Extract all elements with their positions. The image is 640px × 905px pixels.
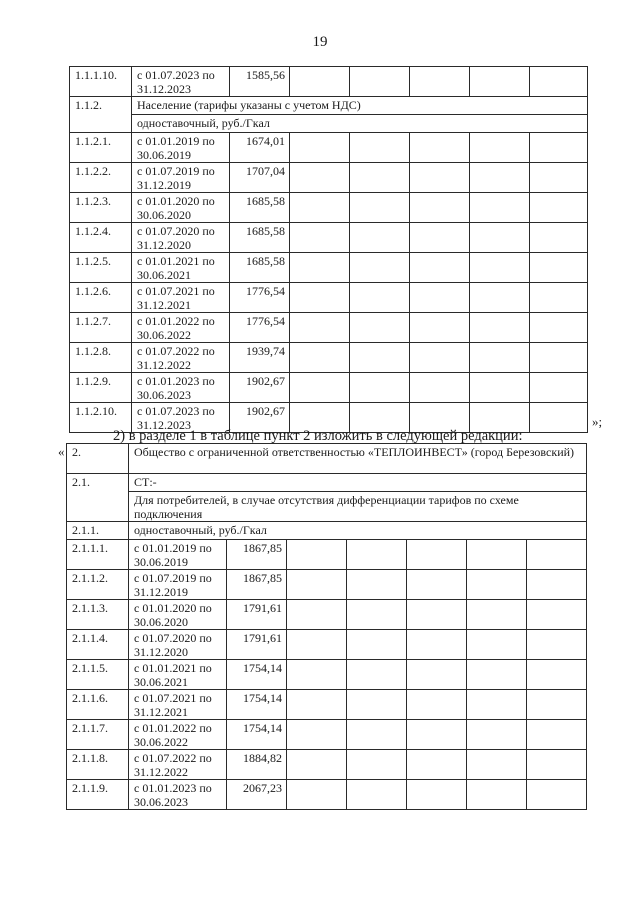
empty-cell <box>290 313 350 343</box>
empty-cell <box>410 343 470 373</box>
empty-cell <box>470 163 530 193</box>
row-code: 1.1.2.4. <box>70 223 132 253</box>
st-row <box>67 474 587 492</box>
row-code: 2.1.1.2. <box>67 570 129 600</box>
row-tariff-value: 1791,61 <box>227 600 287 630</box>
table-row <box>70 163 588 193</box>
empty-cell <box>410 283 470 313</box>
row-code: 1.1.2.5. <box>70 253 132 283</box>
row-tariff-value: 1902,67 <box>230 403 290 433</box>
table-row <box>70 133 588 163</box>
row-tariff-value: 1685,58 <box>230 253 290 283</box>
table-row <box>67 600 587 630</box>
sub-header-row <box>67 522 587 540</box>
empty-cell <box>410 223 470 253</box>
row-tariff-value: 1685,58 <box>230 223 290 253</box>
row-code: 1.1.2.1. <box>70 133 132 163</box>
empty-cell <box>407 720 467 750</box>
empty-cell <box>470 373 530 403</box>
tariff-table-teploinvest <box>66 443 587 810</box>
table-row <box>70 283 588 313</box>
empty-cell <box>470 253 530 283</box>
group-header-row <box>70 97 588 115</box>
empty-cell <box>467 540 527 570</box>
row-tariff-value: 1791,61 <box>227 630 287 660</box>
empty-cell <box>527 720 587 750</box>
empty-cell <box>287 540 347 570</box>
empty-cell <box>527 750 587 780</box>
row-code: 2.1.1.1. <box>67 540 129 570</box>
empty-cell <box>470 343 530 373</box>
org-code: 2. <box>67 444 129 474</box>
row-code: 2.1.1.4. <box>67 630 129 660</box>
empty-cell <box>350 283 410 313</box>
empty-cell <box>347 690 407 720</box>
empty-cell <box>467 630 527 660</box>
empty-cell <box>530 67 588 97</box>
row-code: 2.1.1.9. <box>67 780 129 810</box>
empty-cell <box>410 373 470 403</box>
row-tariff-value: 1884,82 <box>227 750 287 780</box>
empty-cell <box>410 163 470 193</box>
row-period: с 01.01.2020 по 30.06.2020 <box>129 600 227 630</box>
table-row <box>70 343 588 373</box>
empty-cell <box>470 223 530 253</box>
empty-cell <box>287 600 347 630</box>
group-subheader-row <box>70 115 588 133</box>
row-tariff-value: 1867,85 <box>227 570 287 600</box>
table-row <box>67 780 587 810</box>
sub-label: одноставочный, руб./Гкал <box>129 522 587 540</box>
empty-cell <box>287 720 347 750</box>
empty-cell <box>287 570 347 600</box>
row-tariff-value: 1939,74 <box>230 343 290 373</box>
empty-cell <box>527 570 587 600</box>
empty-cell <box>527 690 587 720</box>
empty-cell <box>527 780 587 810</box>
table-row <box>67 570 587 600</box>
row-period: с 01.07.2019 по 31.12.2019 <box>132 163 230 193</box>
row-code: 2.1.1.8. <box>67 750 129 780</box>
row-period: с 01.01.2022 по 30.06.2022 <box>132 313 230 343</box>
table-row <box>67 690 587 720</box>
empty-cell <box>410 133 470 163</box>
row-code: 2.1.1.7. <box>67 720 129 750</box>
empty-cell <box>410 193 470 223</box>
table-row <box>70 67 588 97</box>
empty-cell <box>290 133 350 163</box>
empty-cell <box>467 660 527 690</box>
group-subtitle: одноставочный, руб./Гкал <box>132 115 588 133</box>
table-row <box>70 253 588 283</box>
empty-cell <box>467 720 527 750</box>
row-period: с 01.07.2023 по 31.12.2023 <box>132 403 230 433</box>
row-code: 2.1.1.3. <box>67 600 129 630</box>
empty-cell <box>467 780 527 810</box>
section-heading: 2) в разделе 1 в таблице пункт 2 изложить в следующей редакции: <box>113 428 523 444</box>
empty-cell <box>407 630 467 660</box>
empty-cell <box>407 540 467 570</box>
table-row <box>67 720 587 750</box>
empty-cell <box>530 373 588 403</box>
empty-cell <box>407 780 467 810</box>
row-period: с 01.01.2021 по 30.06.2021 <box>132 253 230 283</box>
empty-cell <box>407 570 467 600</box>
empty-cell <box>530 283 588 313</box>
empty-cell <box>407 660 467 690</box>
empty-cell <box>347 570 407 600</box>
row-code: 1.1.2.2. <box>70 163 132 193</box>
empty-cell <box>287 780 347 810</box>
row-period: с 01.07.2023 по 31.12.2023 <box>132 67 230 97</box>
row-tariff-value: 1902,67 <box>230 373 290 403</box>
empty-cell <box>290 163 350 193</box>
st-code: 2.1. <box>67 474 129 522</box>
row-period: с 01.01.2019 по 30.06.2019 <box>132 133 230 163</box>
empty-cell <box>467 750 527 780</box>
opening-quote-mark: « <box>58 444 65 459</box>
row-code: 1.1.2.6. <box>70 283 132 313</box>
row-period: с 01.01.2019 по 30.06.2019 <box>129 540 227 570</box>
row-period: с 01.07.2021 по 31.12.2021 <box>132 283 230 313</box>
empty-cell <box>290 67 350 97</box>
empty-cell <box>350 67 410 97</box>
empty-cell <box>410 67 470 97</box>
empty-cell <box>527 540 587 570</box>
empty-cell <box>287 750 347 780</box>
table-row <box>67 540 587 570</box>
consumers-note-row <box>67 492 587 522</box>
row-period: с 01.07.2019 по 31.12.2019 <box>129 570 227 600</box>
empty-cell <box>470 193 530 223</box>
empty-cell <box>350 373 410 403</box>
empty-cell <box>350 343 410 373</box>
group-code: 1.1.2. <box>70 97 132 133</box>
row-period: с 01.01.2021 по 30.06.2021 <box>129 660 227 690</box>
empty-cell <box>287 690 347 720</box>
empty-cell <box>410 313 470 343</box>
empty-cell <box>407 690 467 720</box>
row-code: 2.1.1.5. <box>67 660 129 690</box>
empty-cell <box>347 660 407 690</box>
empty-cell <box>290 193 350 223</box>
empty-cell <box>470 133 530 163</box>
row-period: с 01.01.2023 по 30.06.2023 <box>129 780 227 810</box>
row-code: 1.1.2.3. <box>70 193 132 223</box>
row-code: 1.1.1.10. <box>70 67 132 97</box>
empty-cell <box>530 193 588 223</box>
row-tariff-value: 1585,56 <box>230 67 290 97</box>
table-row <box>67 660 587 690</box>
sub-code: 2.1.1. <box>67 522 129 540</box>
row-code: 1.1.2.9. <box>70 373 132 403</box>
empty-cell <box>287 630 347 660</box>
empty-cell <box>350 133 410 163</box>
empty-cell <box>407 600 467 630</box>
row-period: с 01.07.2022 по 31.12.2022 <box>132 343 230 373</box>
empty-cell <box>530 313 588 343</box>
empty-cell <box>530 253 588 283</box>
row-tariff-value: 1776,54 <box>230 313 290 343</box>
empty-cell <box>530 163 588 193</box>
empty-cell <box>407 750 467 780</box>
empty-cell <box>470 67 530 97</box>
empty-cell <box>350 223 410 253</box>
row-tariff-value: 1674,01 <box>230 133 290 163</box>
empty-cell <box>290 343 350 373</box>
empty-cell <box>350 163 410 193</box>
empty-cell <box>347 750 407 780</box>
row-tariff-value: 1776,54 <box>230 283 290 313</box>
row-period: с 01.07.2022 по 31.12.2022 <box>129 750 227 780</box>
table-row <box>70 193 588 223</box>
org-name: Общество с ограниченной ответственностью «ТЕПЛОИНВЕСТ» (город Березовский) <box>129 444 587 474</box>
empty-cell <box>350 253 410 283</box>
table-row <box>70 223 588 253</box>
row-tariff-value: 2067,23 <box>227 780 287 810</box>
empty-cell <box>467 600 527 630</box>
table-row <box>70 313 588 343</box>
empty-cell <box>530 223 588 253</box>
table-row <box>67 750 587 780</box>
consumers-note: Для потребителей, в случае отсутствия дифференциации тарифов по схеме подключения <box>129 492 587 522</box>
empty-cell <box>530 343 588 373</box>
row-period: с 01.07.2020 по 31.12.2020 <box>132 223 230 253</box>
empty-cell <box>347 720 407 750</box>
empty-cell <box>290 223 350 253</box>
st-label: СТ:- <box>129 474 587 492</box>
row-period: с 01.01.2023 по 30.06.2023 <box>132 373 230 403</box>
row-period: с 01.07.2020 по 31.12.2020 <box>129 630 227 660</box>
empty-cell <box>290 253 350 283</box>
page-number: 19 <box>312 34 328 50</box>
empty-cell <box>410 253 470 283</box>
tariff-table-population <box>69 66 588 433</box>
row-tariff-value: 1867,85 <box>227 540 287 570</box>
closing-quote-mark: »; <box>592 414 603 429</box>
empty-cell <box>347 540 407 570</box>
empty-cell <box>467 570 527 600</box>
table-row <box>70 373 588 403</box>
empty-cell <box>290 373 350 403</box>
empty-cell <box>530 403 588 433</box>
row-tariff-value: 1685,58 <box>230 193 290 223</box>
empty-cell <box>347 600 407 630</box>
row-tariff-value: 1754,14 <box>227 690 287 720</box>
row-period: с 01.07.2021 по 31.12.2021 <box>129 690 227 720</box>
empty-cell <box>470 313 530 343</box>
table-row <box>67 630 587 660</box>
row-code: 1.1.2.8. <box>70 343 132 373</box>
empty-cell <box>527 600 587 630</box>
row-code: 2.1.1.6. <box>67 690 129 720</box>
row-code: 1.1.2.7. <box>70 313 132 343</box>
empty-cell <box>467 690 527 720</box>
row-period: с 01.01.2022 по 30.06.2022 <box>129 720 227 750</box>
empty-cell <box>290 283 350 313</box>
group-title: Население (тарифы указаны с учетом НДС) <box>132 97 588 115</box>
row-tariff-value: 1754,14 <box>227 720 287 750</box>
empty-cell <box>527 630 587 660</box>
org-header-row <box>67 444 587 474</box>
empty-cell <box>527 660 587 690</box>
row-period: с 01.01.2020 по 30.06.2020 <box>132 193 230 223</box>
empty-cell <box>350 313 410 343</box>
row-code: 1.1.2.10. <box>70 403 132 433</box>
empty-cell <box>347 630 407 660</box>
row-tariff-value: 1707,04 <box>230 163 290 193</box>
empty-cell <box>530 133 588 163</box>
empty-cell <box>350 193 410 223</box>
empty-cell <box>347 780 407 810</box>
empty-cell <box>287 660 347 690</box>
empty-cell <box>470 283 530 313</box>
row-tariff-value: 1754,14 <box>227 660 287 690</box>
